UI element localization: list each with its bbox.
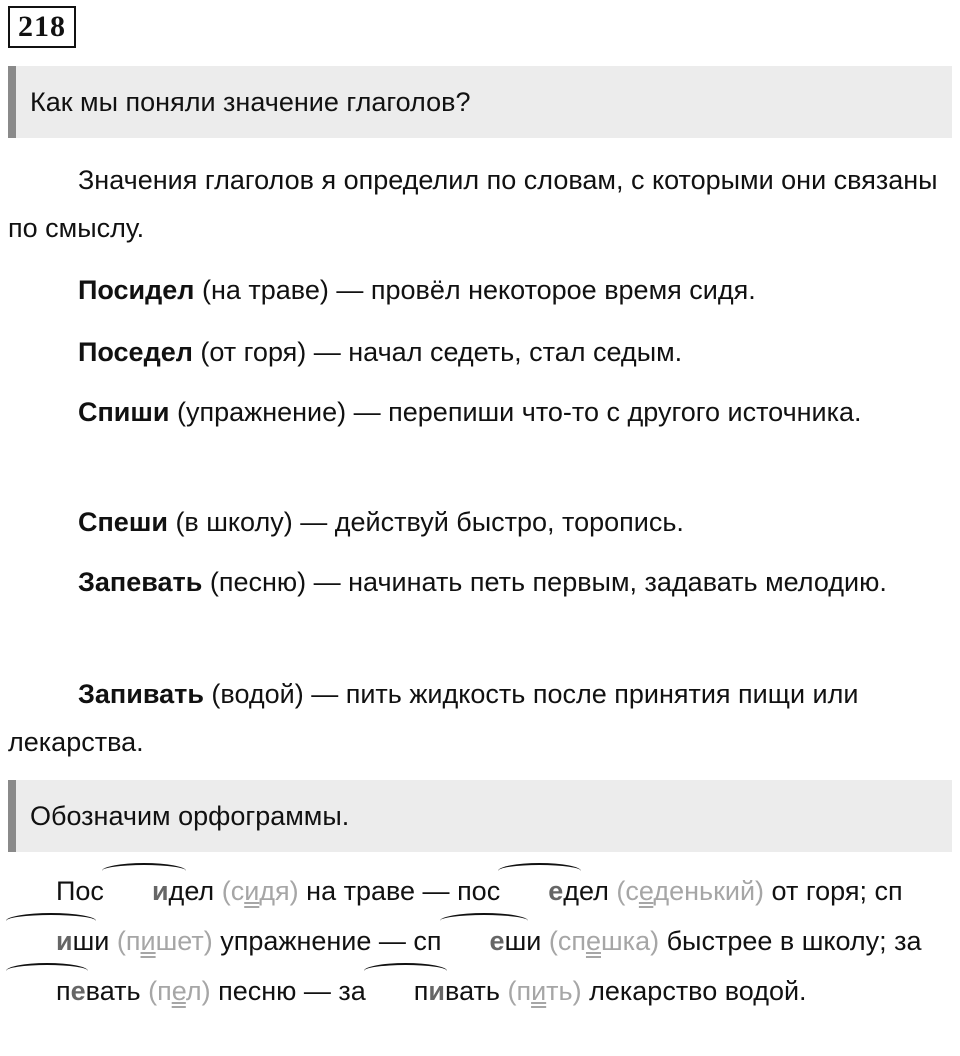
check-word-pit: (пить) [507, 976, 582, 1006]
definition-text: (от горя) — начал седеть, стал седым. [192, 337, 683, 367]
word-spishi: спиши [8, 876, 903, 956]
definition-zapivat [8, 670, 946, 766]
definition-word: Посидел [78, 275, 195, 305]
word-posidel: Пос идел [56, 876, 214, 906]
definition-posedel [8, 328, 946, 376]
definition-text: (в школу) — действуй быстро, торопись. [167, 507, 684, 537]
definition-word: Спиши [78, 397, 170, 427]
question-bar-meaning: Как мы поняли значение глаголов? [8, 66, 952, 138]
definition-posidel [8, 266, 946, 314]
root-arc: еш [442, 916, 527, 966]
word-posedel: пос едел [457, 876, 609, 906]
definition-text: (на траве) — провёл некоторое время сидя. [194, 275, 756, 305]
exercise-number: 218 [8, 6, 76, 48]
definition-word: Спеши [78, 507, 168, 537]
definition-text: (песню) — начинать петь первым, задавать мелодию. [202, 567, 887, 597]
check-word-sedenkiy: (седенький) [616, 876, 765, 906]
question-bar-orthograms: Обозначим орфограммы. [8, 780, 952, 852]
check-word-speshka: (спешка) [548, 926, 660, 956]
root-arc: пи [366, 966, 445, 1016]
definition-zapevat [8, 558, 946, 606]
word-zapevat: запевать [8, 926, 922, 1006]
root-arc: ид [104, 866, 184, 916]
definition-spishi [8, 388, 946, 436]
definition-text: (водой) — пить жидкость после принятия пищи или лекарства. [8, 679, 859, 757]
definition-word: Запевать [78, 567, 203, 597]
word-zapivat: за пивать [338, 976, 500, 1006]
check-word-pel: (пел) [148, 976, 211, 1006]
definition-speshi [8, 498, 946, 546]
definition-word: Запивать [78, 679, 204, 709]
check-word-pishet: (пишет) [116, 926, 213, 956]
root-arc: пе [8, 966, 86, 1016]
root-arc: ед [500, 866, 579, 916]
intro-paragraph: Значения глаголов я определил по словам, с которыми они связаны по смыслу. [8, 165, 938, 243]
word-speshi: сп еши [413, 926, 541, 956]
root-arc: иш [8, 916, 94, 966]
check-word-sidya: (сидя) [221, 876, 299, 906]
definition-word: Поседел [78, 337, 193, 367]
orthogram-paragraph: Пос идел (сидя) на траве — пос едел (седенький) от горя; спиши (пишет) упражнение — сп еши (спешка) быстрее в школу; запевать (пел) песню — за пивать (пить) лекарство водой. [8, 866, 946, 1016]
definition-text: (упражнение) — перепиши что-то с другого источника. [169, 397, 862, 427]
